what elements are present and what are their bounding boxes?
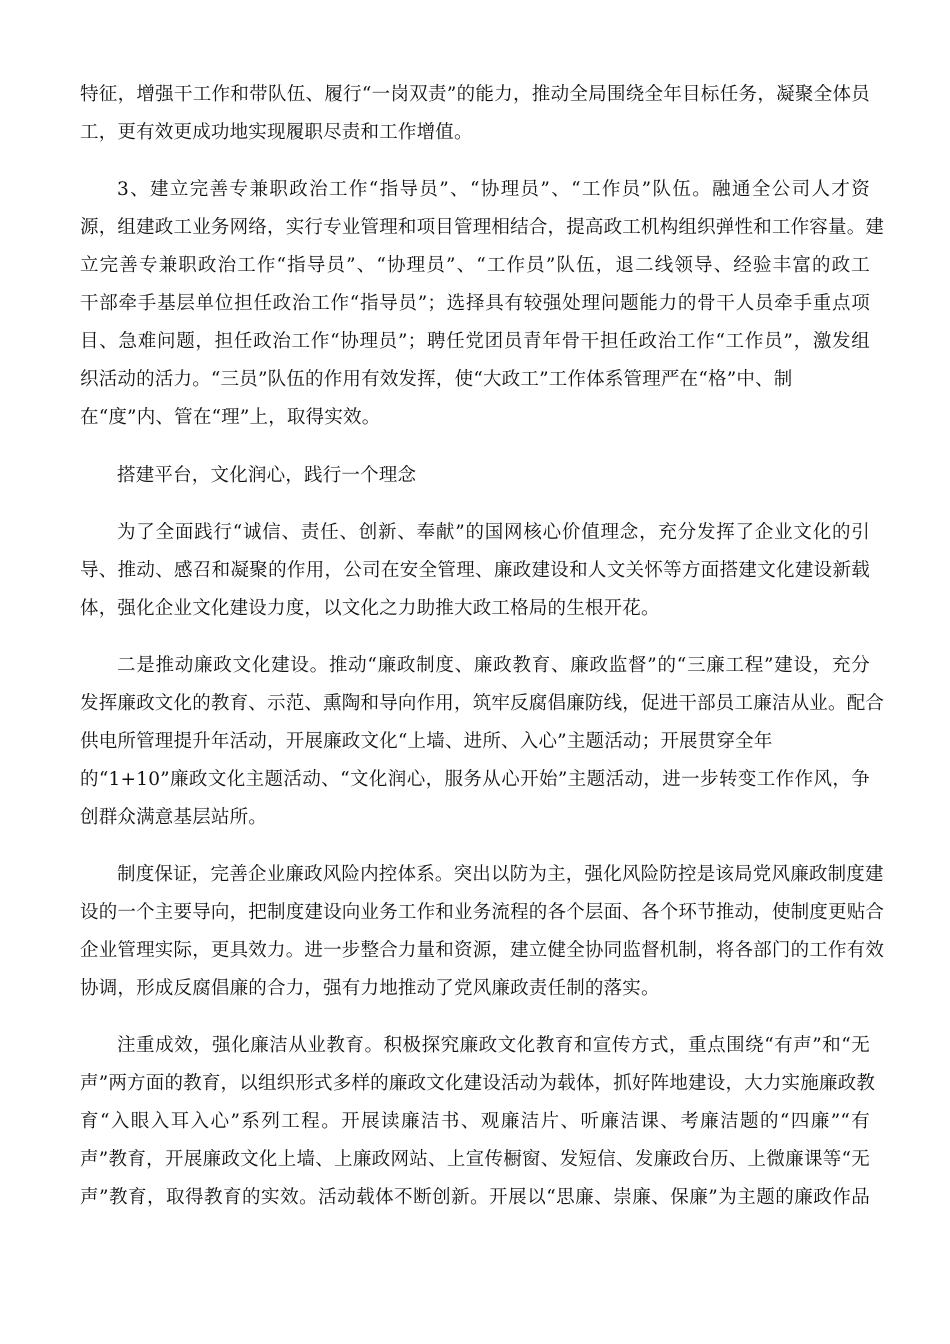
text-line: 创群众满意基层站所。 bbox=[80, 807, 268, 828]
text-line: 声”两方面的教育，以组织形式多样的廉政文化建设活动为载体，抓好阵地建设，大力实施廉政教 bbox=[80, 1073, 876, 1094]
text-line: 的“1+10”廉政文化主题活动、“文化润心，服务从心开始”主题活动，进一步转变工作作风，争 bbox=[80, 769, 870, 790]
text-line: 工，更有效更成功地实现履职尽责和工作增值。 bbox=[80, 122, 473, 143]
text-line: 企业管理实际，更具效力。进一步整合力量和资源，建立健全协同监督机制，将各部门的工作有效 bbox=[80, 940, 885, 961]
text-line: 在“度”内、管在“理”上，取得实效。 bbox=[80, 407, 381, 428]
text-line: 协调，形成反腐倡廉的合力，强有力地推动了党风廉政责任制的落实。 bbox=[80, 978, 660, 999]
text-line: 织活动的活力。“三员”队伍的作用有效发挥，使“大政工”工作体系管理严在“格”中、制 bbox=[80, 369, 793, 390]
text-line: 导、推动、感召和凝聚的作用，公司在安全管理、廉政建设和人文关怀等方面搭建文化建设新载 bbox=[80, 560, 870, 581]
text-line: 为了全面践行“诚信、责任、创新、奉献”的国网核心价值理念，充分发挥了企业文化的引 bbox=[117, 522, 870, 543]
section-heading: 搭建平台，文化润心，践行一个理念 bbox=[117, 465, 417, 486]
text-line: 发挥廉政文化的教育、示范、熏陶和导向作用，筑牢反腐倡廉防线，促进干部员工廉洁从业。配合 bbox=[80, 693, 885, 714]
text-line: 注重成效，强化廉洁从业教育。积极探究廉政文化教育和宣传方式，重点围绕“有声”和“无 bbox=[117, 1035, 870, 1056]
text-line: 源，组建政工业务网络，实行专业管理和项目管理相结合，提高政工机构组织弹性和工作容量。建 bbox=[80, 217, 885, 238]
text-line: 声”教育，开展廉政文化上墙、上廉政网站、上宣传橱窗、发短信、发廉政台历、上微廉课等“无 bbox=[80, 1149, 870, 1170]
text-line: 供电所管理提升年活动，开展廉政文化“上墙、进所、入心”主题活动；开展贯穿全年 bbox=[80, 731, 773, 752]
text-line: 制度保证，完善企业廉政风险内控体系。突出以防为主，强化风险防控是该局党风廉政制度建 bbox=[117, 864, 884, 885]
text-line: 声”教育，取得教育的实效。活动载体不断创新。开展以“思廉、崇廉、保廉”为主题的廉政作品 bbox=[80, 1187, 870, 1208]
text-line: 干部牵手基层单位担任政治工作“指导员”；选择具有较强处理问题能力的骨干人员牵手重点项 bbox=[80, 293, 870, 314]
text-line: 立完善专兼职政治工作“指导员”、“协理员”、“工作员”队伍，退二线领导、经验丰富的政工 bbox=[80, 255, 870, 276]
text-line: 设的一个主要导向，把制度建设向业务工作和业务流程的各个层面、各个环节推动，使制度更贴合 bbox=[80, 902, 885, 923]
text-line: 育“入眼入耳入心”系列工程。开展读廉洁书、观廉洁片、听廉洁课、考廉洁题的“四廉”“有 bbox=[80, 1111, 870, 1132]
text-line: 特征，增强干工作和带队伍、履行“一岗双责”的能力，推动全局围绕全年目标任务，凝聚全体员 bbox=[80, 84, 870, 105]
text-line: 目、急难问题，担任政治工作“协理员”；聘任党团员青年骨干担任政治工作“工作员”，激发组 bbox=[80, 331, 870, 352]
text-line: 体，强化企业文化建设力度，以文化之力助推大政工格局的生根开花。 bbox=[80, 598, 660, 619]
text-line: 二是推动廉政文化建设。推动“廉政制度、廉政教育、廉政监督”的“三廉工程”建设，充分 bbox=[117, 655, 870, 676]
text-line: 3、建立完善专兼职政治工作“指导员”、“协理员”、“工作员”队伍。融通全公司人才资 bbox=[117, 179, 870, 200]
